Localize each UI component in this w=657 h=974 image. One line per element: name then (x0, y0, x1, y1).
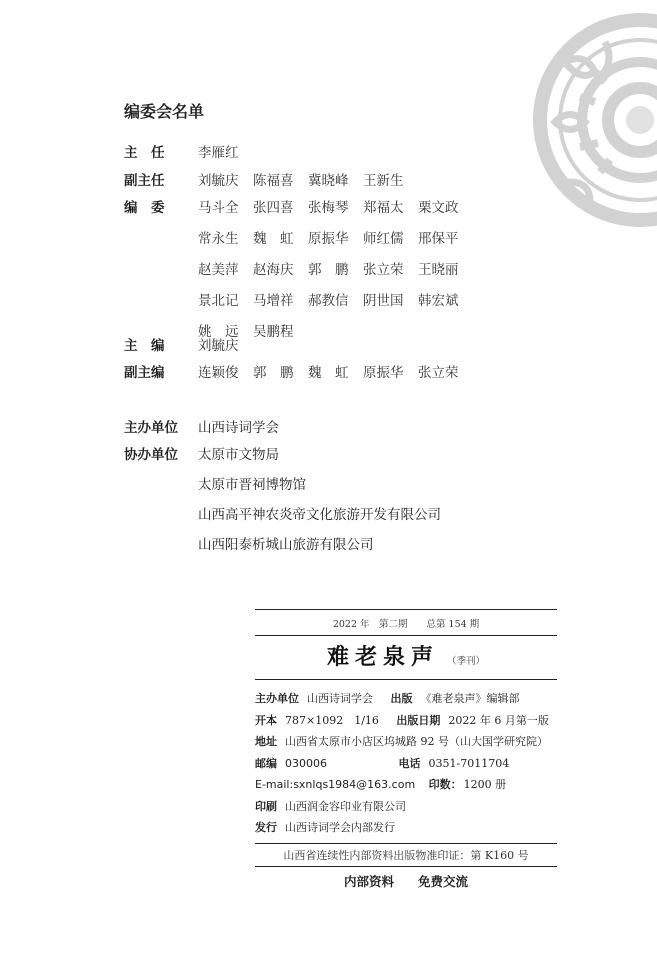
member-name: 张立荣 (363, 262, 404, 278)
imprint-line-postcode: 邮编 030006 电话 0351-7011704 (255, 756, 510, 770)
imprint-line-format: 开本 787×1092 1/16 出版日期 2022 年 6 月第一版 (255, 713, 549, 727)
magazine-title: 难老泉声 (326, 644, 439, 670)
member-name: 马增祥 (253, 293, 294, 309)
member-name: 郝教信 (308, 293, 349, 309)
imprint-line-address: 地址 山西省太原市小店区坞城路 92 号（山大国学研究院） (255, 735, 548, 748)
co-org-name: 山西阳泰析城山旅游有限公司 (198, 537, 374, 553)
director-name: 李雁红 (198, 145, 239, 161)
deputy-editor-name: 连颖俊 (198, 365, 239, 381)
deputy-director-row (124, 169, 498, 189)
member-name: 姚 远 (198, 324, 239, 340)
member-name: 马斗全 (198, 200, 239, 216)
imprint-line-host: 主办单位 山西诗词学会 出版 《难老泉声》编辑部 (255, 692, 520, 705)
member-name: 赵美萍 (198, 262, 239, 278)
director-label: 主 任 (124, 145, 165, 161)
member-name: 吴鹏程 (253, 324, 294, 340)
member-name: 景北记 (198, 293, 239, 309)
editor-row (124, 334, 239, 354)
deputy-editor-name: 张立荣 (418, 365, 459, 381)
member-name: 韩宏斌 (418, 293, 459, 309)
host-org-row (124, 416, 279, 436)
member-name: 常永生 (198, 231, 239, 247)
co-org-name: 太原市晋祠博物馆 (198, 477, 306, 493)
deputy-director-name: 王新生 (363, 173, 404, 189)
deputy-editor-list (198, 361, 498, 381)
deputy-editor-name: 郭 鹏 (253, 365, 294, 381)
director-row (124, 141, 239, 161)
deputy-editor-label: 副主编 (124, 365, 165, 381)
member-name: 郭 鹏 (308, 262, 349, 278)
magazine-frequency: （季刊） (447, 655, 486, 667)
member-name: 阴世国 (363, 293, 404, 309)
co-org-row (124, 443, 441, 553)
co-org-label: 协办单位 (124, 447, 178, 463)
co-org-name: 太原市文物局 (198, 447, 279, 463)
host-org-label: 主办单位 (124, 420, 178, 436)
imprint-block (255, 609, 557, 890)
approval-number: 山西省连续性内部资料出版物准印证：第 K160 号 (283, 848, 529, 862)
seal-decoration-icon (525, 2, 657, 252)
imprint-details (255, 680, 557, 839)
internal-material-label: 内部资料 (343, 873, 394, 889)
host-org-name: 山西诗词学会 (198, 420, 279, 436)
imprint-line-printer: 印刷 山西润金容印业有限公司 (255, 799, 406, 813)
deputy-director-label: 副主任 (124, 173, 165, 189)
member-name: 张四喜 (253, 200, 294, 216)
deputy-director-list (198, 169, 498, 189)
members-label: 编 委 (124, 200, 165, 216)
deputy-editor-name: 魏 虹 (308, 365, 349, 381)
member-name: 原振华 (308, 231, 349, 247)
member-name: 栗文政 (418, 200, 459, 216)
co-org-list (198, 443, 441, 553)
issue-info: 2022 年 第二期 总第 154 期 (332, 619, 480, 630)
member-name: 邢保平 (418, 231, 459, 247)
committee-title: 编委会名单 (124, 102, 205, 121)
divider (255, 866, 557, 867)
co-org-name: 山西高平神农炎帝文化旅游开发有限公司 (198, 507, 441, 523)
imprint-footer (255, 872, 557, 890)
member-name: 魏 虹 (253, 231, 294, 247)
email: E-mail:sxnlqs1984@163.com (255, 778, 416, 791)
free-exchange-label: 免费交流 (418, 873, 469, 889)
members-row (124, 196, 498, 340)
editor-label: 主 编 (124, 338, 165, 354)
deputy-director-name: 刘毓庆 (198, 173, 239, 189)
member-name: 张梅琴 (308, 200, 349, 216)
deputy-director-name: 冀晓峰 (308, 173, 349, 189)
member-name: 师红儒 (363, 231, 404, 247)
imprint-line-email: E-mail:sxnlqs1984@163.com 印数： 1200 册 (255, 778, 507, 791)
imprint-line-distribution: 发行 山西诗词学会内部发行 (255, 821, 395, 834)
member-name: 郑福太 (363, 200, 404, 216)
deputy-editor-row (124, 361, 498, 381)
deputy-editor-name: 原振华 (363, 365, 404, 381)
member-name: 赵海庆 (253, 262, 294, 278)
member-name: 王晓丽 (418, 262, 459, 278)
members-list (198, 196, 498, 340)
magazine-heading (255, 636, 557, 679)
editor-name: 刘毓庆 (198, 338, 239, 354)
deputy-director-name: 陈福喜 (253, 173, 294, 189)
